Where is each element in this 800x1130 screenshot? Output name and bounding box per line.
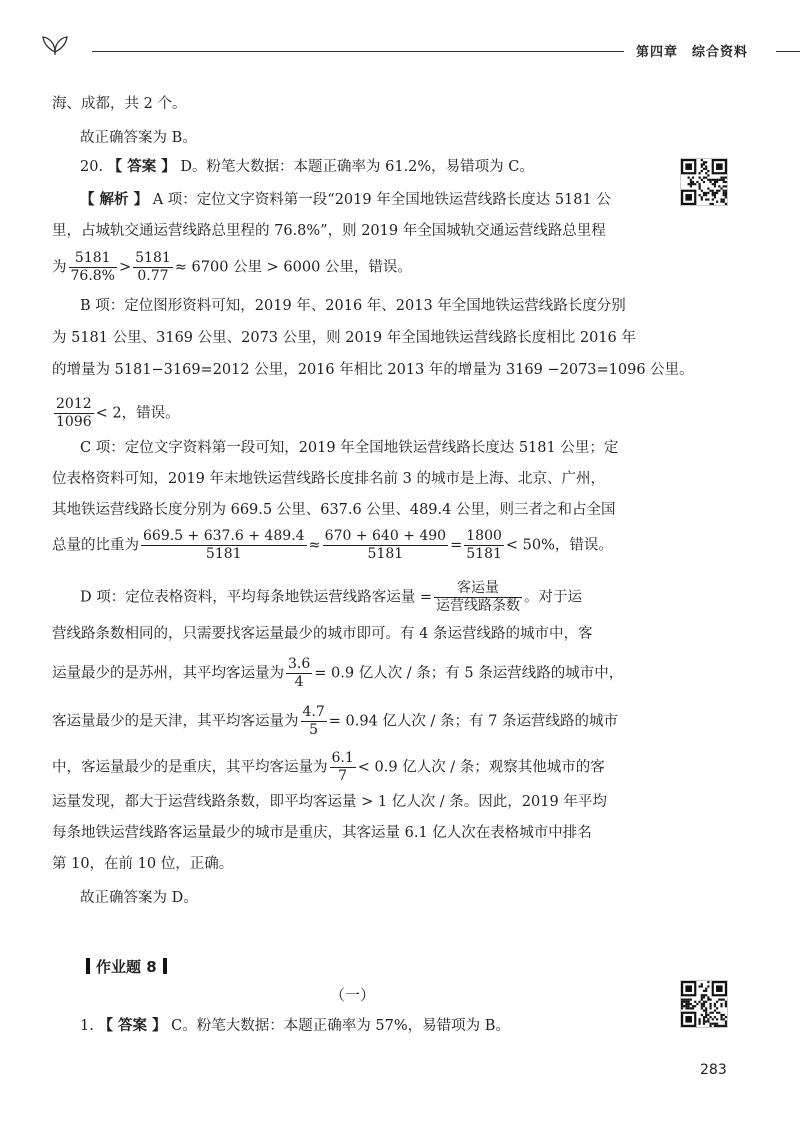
text-line: 故正确答案为 D。 [80, 890, 198, 906]
text-line: 位表格资料可知，2019 年末地铁运营线路长度排名前 3 的城市是上海、北京、广州， [52, 471, 605, 487]
fraction [434, 580, 522, 615]
text-line: 海、成都，共 2 个。 [52, 96, 187, 112]
numerator: 1800 [466, 528, 502, 544]
text-line: 每条地铁运营线路客运量最少的城市是重庆，其客运量 6.1 亿人次在表格城市中排名 [52, 825, 592, 841]
text-fragment: ≈ 6700 公里 > 6000 公里，错误。 [174, 259, 412, 276]
fraction [286, 656, 312, 691]
heading-bar-icon [86, 958, 90, 974]
text-fragment: 。对于运 [524, 589, 582, 606]
greater-than: > [118, 259, 132, 276]
text-line: 营线路条数相同的，只需要找客运量最少的城市即可。有 4 条运营线路的城市中，客 [52, 626, 593, 642]
fraction [54, 396, 94, 431]
denominator: 5181 [466, 546, 502, 562]
text-fragment: 运量最少的是苏州，其平均客运量为 [52, 665, 284, 682]
fraction [301, 704, 327, 739]
text-fragment: = 0.9 亿人次 / 条；有 5 条运营线路的城市中， [314, 665, 624, 682]
text-fragment: 总量的比重为 [52, 537, 139, 554]
analysis-line [80, 190, 611, 210]
formula-line-d3 [52, 656, 623, 691]
question-number: 1. [80, 1018, 94, 1034]
numerator: 5181 [69, 250, 117, 268]
text-fragment: < 0.9 亿人次 / 条；观察其他城市的客 [357, 759, 605, 776]
text-line: C 项：定位文字资料第一段可知，2019 年全国地铁运营线路长度达 5181 公里；定 [80, 440, 619, 456]
text-fragment: 中，客运量最少的是重庆，其平均客运量为 [52, 759, 328, 776]
answer-label: 【 答案 】 [107, 158, 176, 175]
numerator: 3.6 [288, 656, 311, 672]
text-fragment: = 0.94 亿人次 / 条；有 7 条运营线路的城市 [328, 713, 618, 730]
qr-code-icon [680, 158, 728, 206]
answer-line-20 [80, 157, 534, 177]
answer-text: D。粉笔大数据：本题正确率为 61.2%，易错项为 C。 [180, 159, 534, 175]
page-header [40, 30, 780, 64]
homework-title: 作业题 8 [96, 958, 157, 976]
text-line: 故正确答案为 B。 [80, 130, 197, 146]
formula-line-d5 [52, 750, 605, 785]
denominator: 1096 [56, 414, 92, 430]
fraction [323, 528, 448, 563]
answer-label: 【 答案 】 [98, 1017, 167, 1034]
chapter-number: 第四章 [636, 45, 679, 60]
text-fragment: D 项：定位表格资料，平均每条地铁运营线路客运量 = [80, 589, 432, 606]
fraction [133, 250, 173, 285]
chapter-title [636, 41, 748, 60]
denominator: 0.77 [137, 268, 169, 284]
fraction [141, 528, 307, 563]
denominator: 7 [338, 768, 348, 784]
answer-line-1 [80, 1016, 510, 1036]
approx-sign: ≈ [308, 537, 321, 554]
analysis-label: 【 解析 】 [80, 191, 149, 208]
answer-text: C。粉笔大数据：本题正确率为 57%，易错项为 B。 [171, 1018, 510, 1034]
numerator: 2012 [56, 396, 92, 412]
header-rule-right [776, 51, 800, 52]
text-fragment: < 50%，错误。 [505, 537, 613, 554]
qr-code-icon [680, 980, 728, 1028]
section-title: 综合资料 [692, 45, 749, 60]
text-line: 的增量为 5181−3169=2012 公里，2016 年相比 2013 年的增量为 3169 −2073=1096 公里。 [52, 362, 694, 378]
text-line: 其地铁运营线路长度分别为 669.5 公里、637.6 公里、489.4 公里，则三者之和占全国 [52, 502, 616, 518]
fraction [330, 750, 356, 785]
numerator: 客运量 [434, 580, 522, 598]
text-line: 第 10，在前 10 位，正确。 [52, 856, 234, 872]
fraction [69, 250, 117, 285]
text-line: B 项：定位图形资料可知，2019 年、2016 年、2013 年全国地铁运营线路长度分别 [80, 298, 626, 314]
denominator: 5181 [367, 546, 404, 562]
text-fragment: < 2，错误。 [95, 405, 180, 422]
denominator: 5 [309, 722, 319, 738]
numerator: 5181 [135, 250, 171, 266]
heading-bar-icon [163, 958, 167, 974]
text-line: 里，占城轨交通运营线路总里程的 76.8%”，则 2019 年全国城轨交通运营线路总里程 [52, 223, 606, 239]
denominator: 76.8% [70, 268, 115, 284]
page-number: 283 [700, 1062, 727, 1078]
header-rule-left [92, 51, 624, 52]
text-line: 为 5181 公里、3169 公里、2073 公里，则 2019 年全国地铁运营线路长度相比 2016 年 [52, 330, 636, 346]
denominator: 4 [294, 674, 304, 690]
homework-heading [80, 956, 173, 977]
fraction [464, 528, 504, 563]
denominator: 5181 [205, 546, 242, 562]
formula-line-b [52, 396, 180, 431]
text-fragment: 客运量最少的是天津，其平均客运量为 [52, 713, 299, 730]
formula-line-d4 [52, 704, 618, 739]
text-line: A 项：定位文字资料第一段“2019 年全国地铁运营线路长度达 5181 公 [152, 192, 611, 208]
equals-sign: = [450, 537, 463, 554]
numerator: 4.7 [302, 704, 325, 720]
numerator: 6.1 [331, 750, 354, 766]
text-line: 运量发现，都大于运营线路条数，即平均客运量 > 1 亿人次 / 条。因此，2019 年平均 [52, 794, 607, 810]
numerator: 670 + 640 + 490 [324, 528, 447, 544]
formula-line-d1 [80, 580, 582, 615]
formula-line-c [52, 528, 613, 563]
text-fragment: 为 [52, 259, 67, 276]
leaf-logo-icon [40, 32, 70, 56]
question-number: 20. [80, 159, 104, 175]
denominator: 运营线路条数 [436, 598, 520, 614]
numerator: 669.5 + 637.6 + 489.4 [143, 528, 305, 544]
formula-line-a [52, 250, 412, 285]
section-subtitle: （一） [330, 986, 376, 1004]
